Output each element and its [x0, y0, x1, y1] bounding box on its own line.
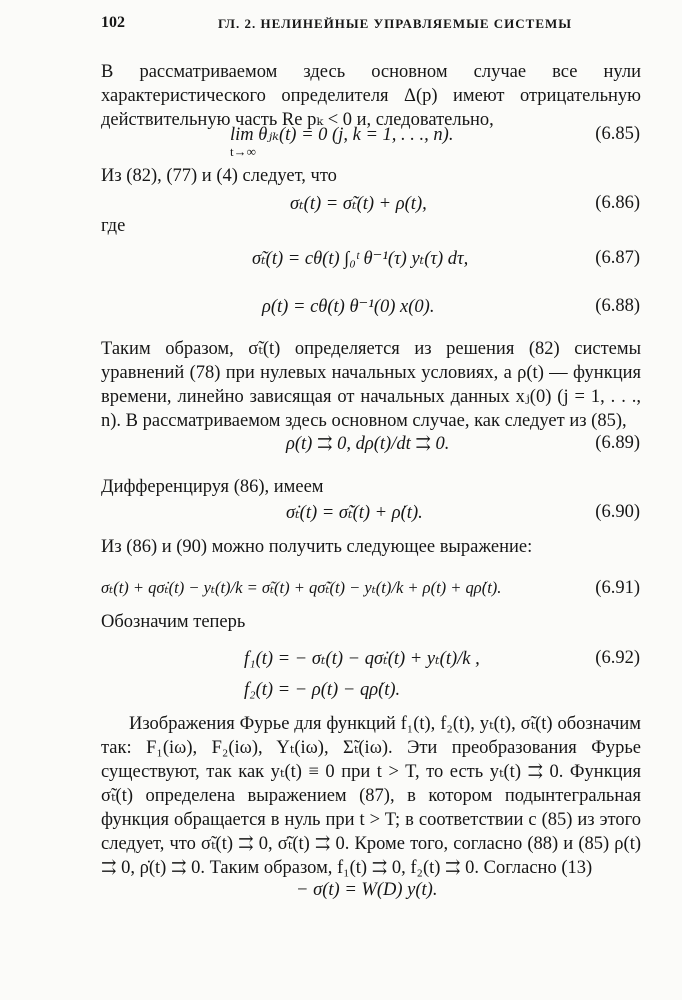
equation-6-89: ρ(t) ⇉ 0, dρ(t)/dt ⇉ 0.: [286, 434, 450, 454]
paragraph-diff: Дифференцируя (86), имеем: [101, 477, 324, 497]
equation-number-6-91: (6.91): [595, 578, 640, 598]
paragraph-from82: Из (82), (77) и (4) следует, что: [101, 166, 337, 186]
page-number: 102: [101, 14, 125, 31]
equation-number-6-86: (6.86): [595, 193, 640, 213]
equation-6-92b: f₂(t) = − ρ(t) − qρ̇(t).: [244, 680, 401, 700]
paragraph-fourier: Изображения Фурье для функций f₁(t), f₂(t), yₜ(t), σ̃ₜ(t) обозначим так: F₁(iω), F₂(iω), Yₜ(iω), Σ̃ₜ(iω). Эти преобразования Фурье существуют, так как yₜ(t) ≡ 0 при t > T, то есть yₜ(t) ⇉ 0. Функция σ̃ₜ(t) определена выражением (87), в котором подынтегральная функция обращается в нуль при t > T; в соответствии с (85) из этого следует, что σ̃ₜ(t) ⇉ 0, σ̃̇ₜ(t) ⇉ 0. Кроме того, согласно (88) и (85) ρ(t) ⇉ 0, ρ̇(t) ⇉ 0. Таким образом, f₁(t) ⇉ 0, f₂(t) ⇉ 0. Согласно (13): [101, 714, 641, 878]
equation-number-6-92: (6.92): [595, 648, 640, 668]
equation-6-88: ρ(t) = cθ(t) θ⁻¹(0) x(0).: [262, 297, 435, 317]
paragraph-thus: Таким образом, σ̃ₜ(t) определяется из решения (82) системы уравнений (78) при нулевых начальных условиях, а ρ(t) — функция времени, линейно зависящая от начальных данных xⱼ(0) (j = 1, . . ., n). В рассматриваемом здесь основном случае, как следует из (85),: [101, 339, 641, 431]
equation-6-91: σₜ(t) + qσ̇ₜ(t) − yₜ(t)/k = σ̃ₜ(t) + qσ̃̇ₜ(t) − yₜ(t)/k + ρ(t) + qρ̇(t).: [101, 578, 502, 597]
equation-number-6-89: (6.89): [595, 433, 640, 453]
equation-number-6-90: (6.90): [595, 502, 640, 522]
chapter-title: ГЛ. 2. НЕЛИНЕЙНЫЕ УПРАВЛЯЕМЫЕ СИСТЕМЫ: [218, 16, 573, 31]
equation-final: − σ(t) = W(D) y(t).: [296, 880, 438, 900]
equation-6-87: σ̃ₜ(t) = cθ(t) ∫₀ᵗ θ⁻¹(τ) yₜ(τ) dτ,: [252, 249, 469, 269]
equation-6-90: σ̇ₜ(t) = σ̃̇ₜ(t) + ρ̇(t).: [286, 503, 423, 523]
equation-6-92a: f₁(t) = − σₜ(t) − qσ̇ₜ(t) + yₜ(t)/k ,: [244, 649, 480, 669]
equation-6-85-limit-sub: t→∞: [230, 144, 256, 159]
equation-number-6-88: (6.88): [595, 296, 640, 316]
word-where: где: [101, 216, 126, 236]
paragraph-denote: Обозначим теперь: [101, 612, 246, 632]
paragraph-intro: В рассматриваемом здесь основном случае все нули характеристического определителя Δ(p) имеют отрицательную действительную часть Re pₖ < 0 и, следовательно,: [101, 62, 641, 130]
equation-6-85: lim θⱼₖ(t) = 0 (j, k = 1, . . ., n).: [230, 125, 454, 145]
paragraph-from86: Из (86) и (90) можно получить следующее выражение:: [101, 537, 533, 557]
equation-number-6-85: (6.85): [595, 124, 640, 144]
equation-number-6-87: (6.87): [595, 248, 640, 268]
equation-6-86: σₜ(t) = σ̃ₜ(t) + ρ(t),: [290, 194, 427, 214]
